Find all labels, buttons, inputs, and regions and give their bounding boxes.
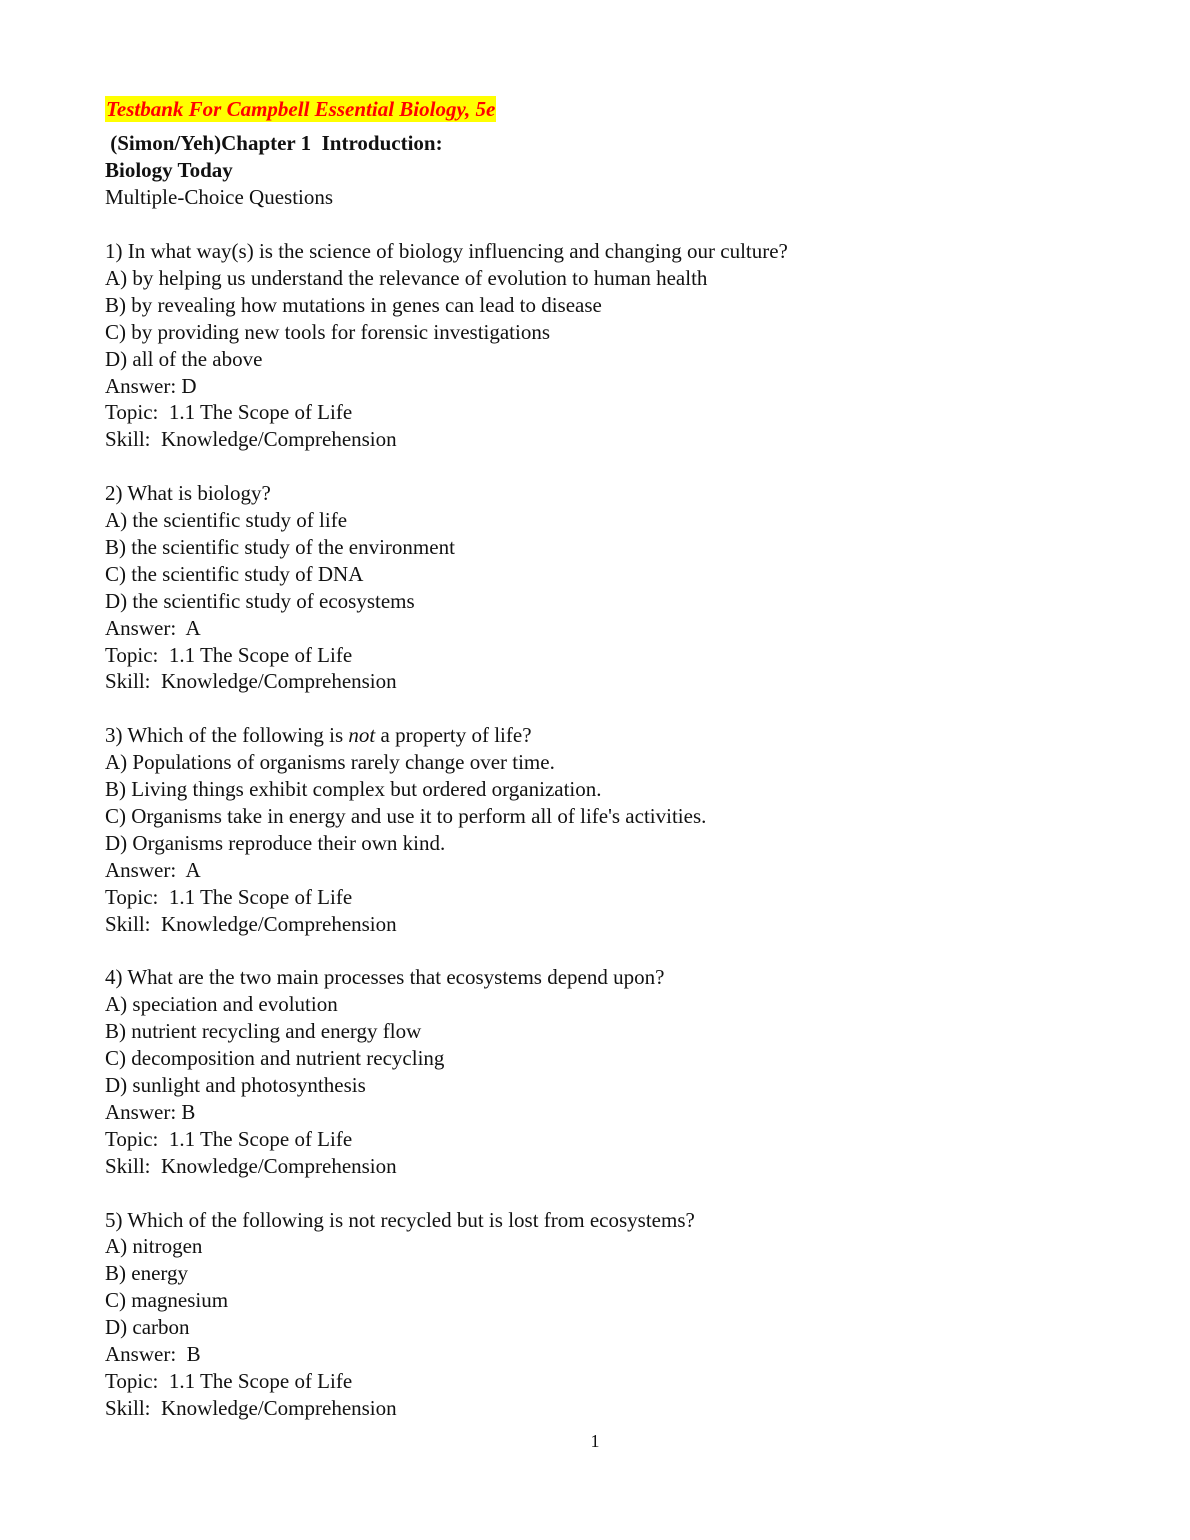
answer-line: Answer: A [105,857,201,882]
topic-line: Topic: 1.1 The Scope of Life [105,400,353,425]
answer-option: D) the scientific study of ecosystems [105,588,415,613]
answer-option: D) carbon [105,1315,190,1340]
skill-line: Skill: Knowledge/Comprehension [105,669,397,694]
answer-option: C) magnesium [105,1288,229,1313]
skill-line: Skill: Knowledge/Comprehension [105,911,397,936]
answer-option: C) decomposition and nutrient recycling [105,1046,445,1071]
answer-option: D) Organisms reproduce their own kind. [105,830,446,855]
question-block [105,480,1105,695]
topic-line: Topic: 1.1 The Scope of Life [105,1126,353,1151]
question-stem-text: 2) What is biology? [105,481,271,506]
question-stem-emphasis: not [348,723,376,748]
question-stem-text: 3) Which of the following is [105,723,349,748]
answer-line: Answer: A [105,615,201,640]
skill-line: Skill: Knowledge/Comprehension [105,427,397,452]
question-stem-text: 1) In what way(s) is the science of biology influencing and changing our culture? [105,239,788,263]
topic-line: Topic: 1.1 The Scope of Life [105,642,353,667]
question-stem [105,1207,1105,1234]
question-block [105,238,1105,453]
question-stem [105,480,1105,507]
question-stem-text: 5) Which of the following is not recycled but is lost from ecosystems? [105,1207,695,1232]
skill-line: Skill: Knowledge/Comprehension [105,1153,397,1178]
answer-option: D) sunlight and photosynthesis [105,1073,366,1098]
answer-option: C) by providing new tools for forensic investigations [105,319,551,344]
skill-line: Skill: Knowledge/Comprehension [105,1395,397,1420]
answer-option: C) the scientific study of DNA [105,561,364,586]
chapter-title: Biology Today [105,158,233,182]
question-stem [105,964,1105,991]
answer-option: A) the scientific study of life [105,508,348,533]
question-block [105,964,1105,1179]
page-number: 1 [590,1431,600,1451]
question-stem-text: a property of life? [375,723,532,748]
answer-option: A) speciation and evolution [105,992,338,1017]
answer-option: A) nitrogen [105,1234,203,1259]
testbank-banner: Testbank For Campbell Essential Biology, 5e [106,97,496,121]
question-stem [105,722,1105,749]
question-block [105,1207,1105,1422]
answer-option: A) by helping us understand the relevance of evolution to human health [105,265,708,290]
answer-option: D) all of the above [105,346,263,371]
document-page [105,96,1105,1422]
section-type: Multiple-Choice Questions [105,185,334,209]
question-block [105,722,1105,937]
question-stem-text: 4) What are the two main processes that ecosystems depend upon? [105,965,665,990]
answer-option: B) by revealing how mutations in genes can lead to disease [105,292,602,317]
answer-option: B) Living things exhibit complex but ordered organization. [105,777,602,802]
chapter-heading: (Simon/Yeh)Chapter 1 Introduction: [105,131,443,155]
answer-option: A) Populations of organisms rarely change over time. [105,750,555,775]
question-list [105,238,1105,1422]
answer-line: Answer: D [105,373,197,398]
answer-line: Answer: B [105,1099,196,1124]
question-stem [105,238,1105,265]
topic-line: Topic: 1.1 The Scope of Life [105,1369,353,1393]
topic-line: Topic: 1.1 The Scope of Life [105,884,353,909]
answer-option: B) nutrient recycling and energy flow [105,1019,422,1044]
answer-option: C) Organisms take in energy and use it to perform all of life's activities. [105,804,707,828]
header-block [105,96,1105,211]
answer-line: Answer: B [105,1342,201,1367]
answer-option: B) energy [105,1261,189,1286]
answer-option: B) the scientific study of the environment [105,534,455,559]
